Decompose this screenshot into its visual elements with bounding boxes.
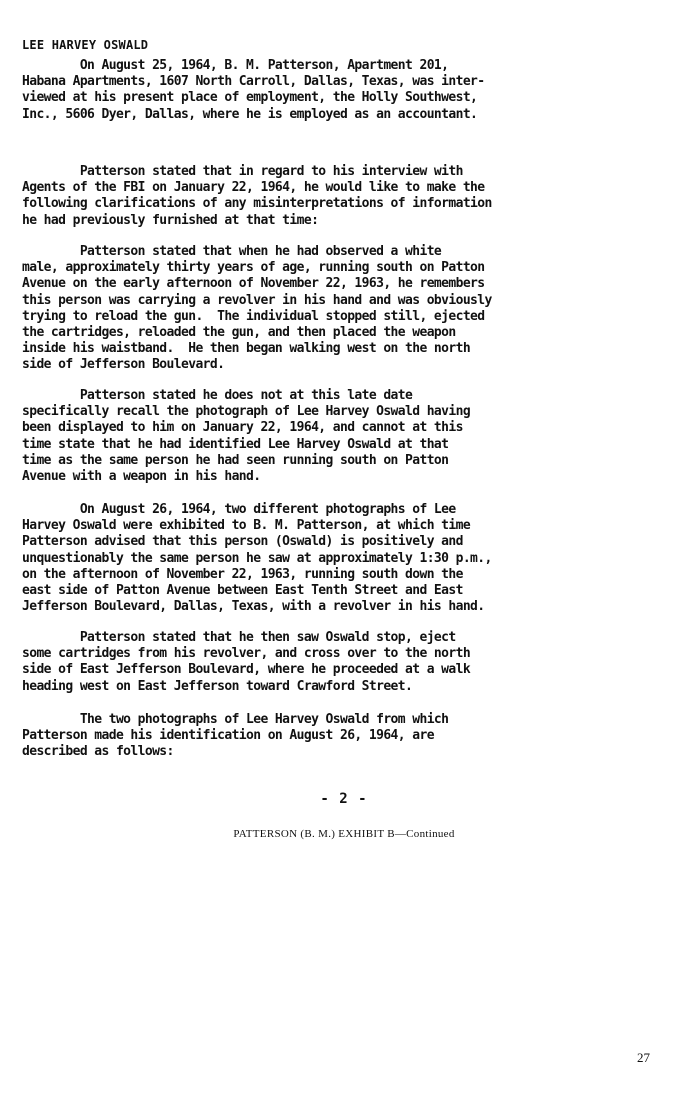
paragraph-oswald-movement: Patterson stated that he then saw Oswald stop, eject some cartridges from his revolver, and cross over to the north side of East Jefferson Boulevard, where he proceeded at a walk heading west on East Jefferson toward Crawford Street.: [22, 630, 471, 694]
paragraph-identification: On August 26, 1964, two different photographs of Lee Harvey Oswald were exhibited to B. M. Patterson, at which time Patterson advised that this person (Oswald) is positively and unquestionably the same person he saw at approximately 1:30 p.m., on the afternoon of November 22, 1963, running south down the east side of Patton Avenue between East Tenth Street and East Jefferson Boulevard, Dallas, Texas, with a revolver in his hand.: [22, 502, 492, 615]
page-number: 27: [637, 1050, 650, 1065]
exhibit-caption: PATTERSON (B. M.) EXHIBIT B—Continued: [233, 828, 455, 840]
paragraph-interview-intro: On August 25, 1964, B. M. Patterson, Apartment 201, Habana Apartments, 1607 North Carroll, Dallas, Texas, was inter- viewed at his present place of employment, the Holly Southwest, Inc., 5606 Dyer, Dallas, where he is employed as an accountant.: [22, 58, 485, 122]
paragraph-photo-recall: Patterson stated he does not at this late date specifically recall the photograph of Lee Harvey Oswald having been displayed to him on January 22, 1964, and cannot at this time state that he had identified Lee Harvey Oswald at that time as the same person he had seen running south on Patton Avenue with a weapon in his hand.: [22, 388, 471, 485]
paragraph-observation: Patterson stated that when he had observed a white male, approximately thirty years of age, running south on Patton Avenue on the early afternoon of November 22, 1963, he remembers this person was carrying a revolver in his hand and was obviously trying to reload the gun. The individual stopped still, ejected the cartridges, reloaded the gun, and then placed the weapon inside his waistband. He then began walking west on the north side of Jefferson Boulevard.: [22, 244, 492, 373]
document-heading: LEE HARVEY OSWALD: [22, 38, 149, 52]
page-marker: - 2 -: [320, 791, 368, 807]
paragraph-clarifications: Patterson stated that in regard to his interview with Agents of the FBI on January 22, 1964, he would like to make the following clarifications of any misinterpretations of information he had previously furnished at that time:: [22, 164, 492, 228]
paragraph-photographs-described: The two photographs of Lee Harvey Oswald from which Patterson made his identification on August 26, 1964, are described as follows:: [22, 712, 449, 760]
